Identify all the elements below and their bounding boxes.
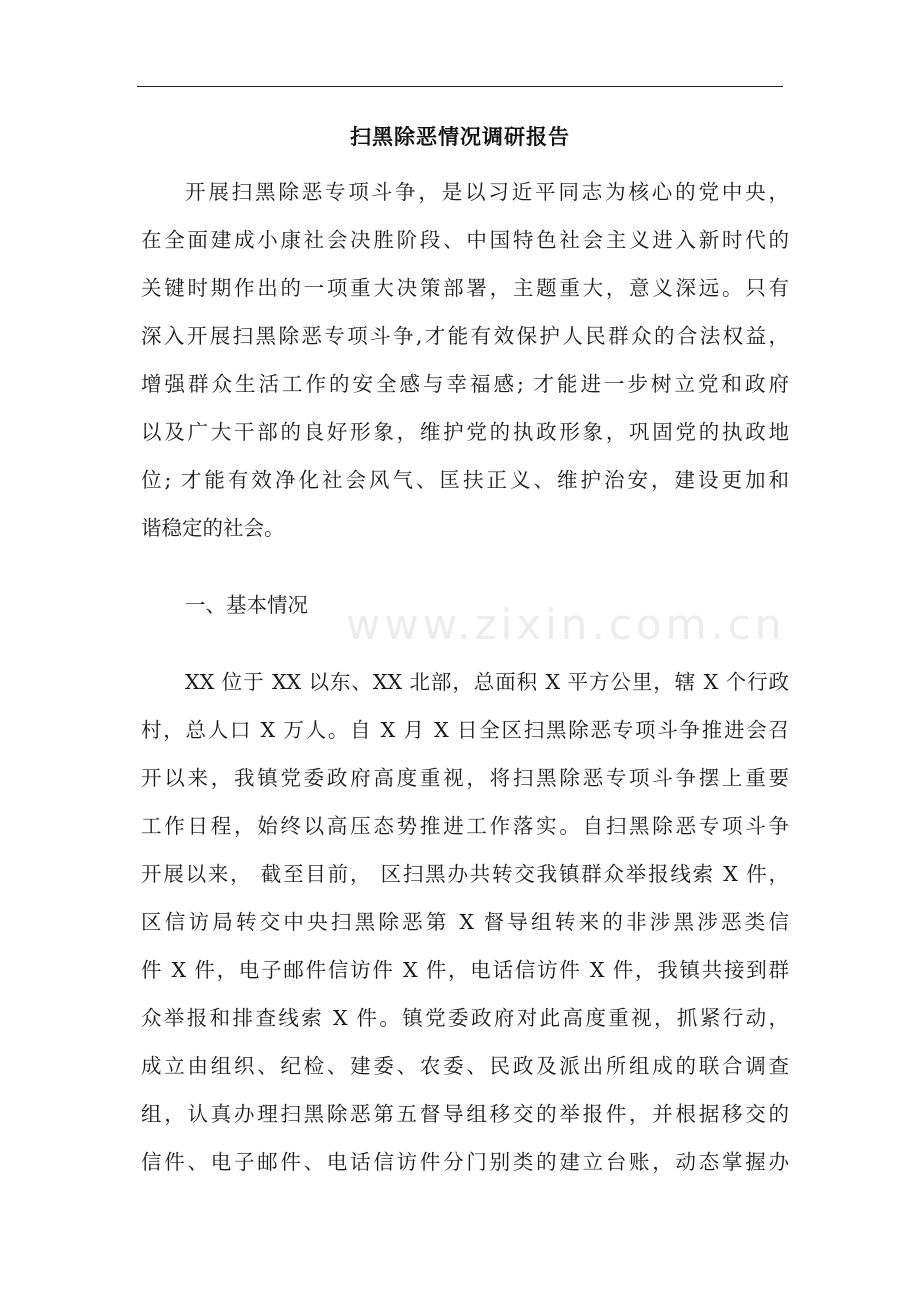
text-line: 谐稳定的社会。 [141, 516, 285, 540]
text-line: 在全面建成小康社会决胜阶段、中国特色社会主义进入新时代的 [141, 228, 789, 252]
watermark: www.zixin.com.cn [346, 600, 786, 649]
header-rule [137, 86, 783, 87]
document-title: 扫黑除恶情况调研报告 [350, 125, 570, 149]
text-line: 区信访局转交中央扫黑除恶第 X 督导组转来的非涉黑涉恶类信 [141, 910, 789, 934]
text-line: 件 X 件，电子邮件信访件 X 件，电话信访件 X 件，我镇共接到群 [141, 958, 789, 982]
text-line: 成立由组织、纪检、建委、农委、民政及派出所组成的联合调查 [141, 1054, 789, 1078]
text-line: 组，认真办理扫黑除恶第五督导组移交的举报件，并根据移交的 [141, 1102, 789, 1126]
document-body [141, 168, 789, 1186]
text-line: 关键时期作出的一项重大决策部署，主题重大，意义深远。只有 [141, 276, 789, 300]
text-line: 位; 才能有效净化社会风气、匡扶正义、维护治安，建设更加和 [141, 468, 789, 492]
text-line: 深入开展扫黑除恶专项斗争,才能有效保护人民群众的合法权益， [141, 324, 789, 348]
text-line: 以及广大干部的良好形象，维护党的执政形象，巩固党的执政地 [141, 420, 789, 444]
text-line: 开以来，我镇党委政府高度重视，将扫黑除恶专项斗争摆上重要 [141, 766, 789, 790]
text-line: 开展扫黑除恶专项斗争，是以习近平同志为核心的党中央， [185, 180, 789, 204]
text-line: 信件、电子邮件、电话信访件分门别类的建立台账，动态掌握办 [141, 1150, 789, 1174]
text-line: 村，总人口 X 万人。自 X 月 X 日全区扫黑除恶专项斗争推进会召 [141, 718, 789, 742]
text-line: 众举报和排查线索 X 件。镇党委政府对此高度重视，抓紧行动， [141, 1006, 789, 1030]
paragraph-basic-situation [141, 658, 789, 1186]
text-line: 工作日程，始终以高压态势推进工作落实。自扫黑除恶专项斗争 [141, 814, 789, 838]
paragraph-intro [141, 168, 789, 552]
text-line: 增强群众生活工作的安全感与幸福感; 才能进一步树立党和政府 [141, 372, 789, 396]
text-line: XX 位于 XX 以东、XX 北部，总面积 X 平方公里，辖 X 个行政 [185, 670, 789, 694]
text-line: 开展以来， 截至目前， 区扫黑办共转交我镇群众举报线索 X 件， [141, 862, 789, 886]
section-heading: 一、基本情况 [185, 593, 308, 617]
